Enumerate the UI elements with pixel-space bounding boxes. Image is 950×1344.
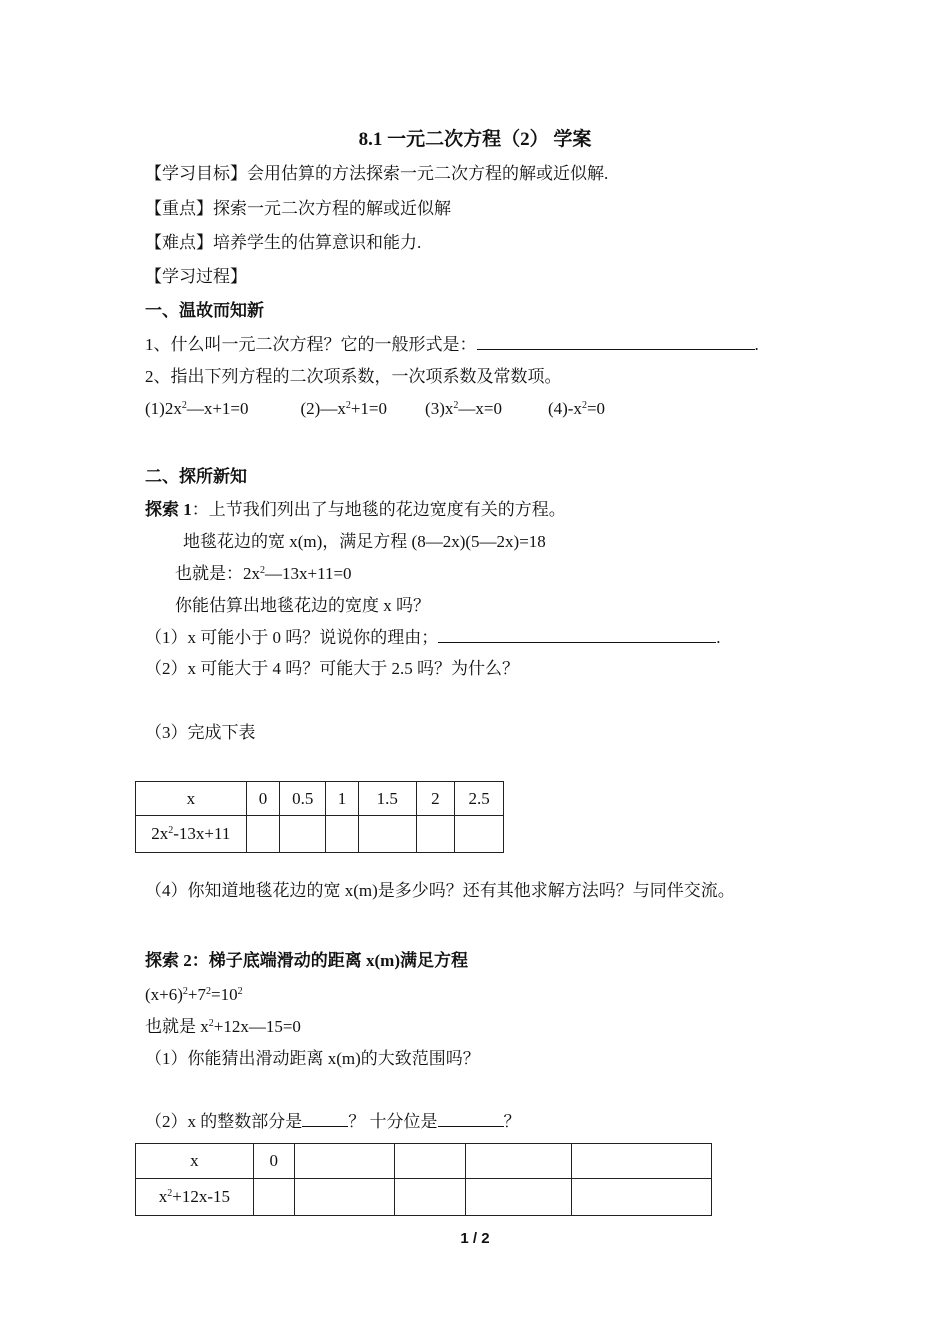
explore1-q2: （2）x 可能大于 4 吗？可能大于 2.5 吗？为什么？ [145, 659, 519, 678]
table-header-cell: 0 [246, 782, 280, 816]
equation-4: $(4)-x^2=0$ [547, 399, 606, 418]
explore1-intro [145, 499, 566, 521]
answer-blank [477, 334, 755, 350]
answer-blank [302, 1111, 348, 1127]
table-header-cell: x [136, 782, 247, 816]
explore1-q4: （4）你知道地毯花边的宽 x(m)是多少吗？还有其他求解方法吗？与同伴交流。 [145, 881, 735, 900]
table-cell-empty[interactable] [571, 1144, 711, 1179]
table-cell-empty[interactable] [326, 816, 359, 853]
table-cell-empty[interactable] [253, 1179, 294, 1216]
key-point-text: 【重点】探索一元二次方程的解或近似解 [145, 199, 451, 218]
explore1-q1: （1）x 可能小于 0 吗？说说你的理由； . [145, 628, 721, 647]
page-title: 8.1 一元二次方程（2） 学案 [358, 129, 592, 150]
review-question-1-text: 1、什么叫一元二次方程？它的一般形式是： [145, 335, 477, 354]
table-row-label: $x^2+12x-15$ [136, 1179, 254, 1216]
table-cell-empty[interactable] [455, 816, 504, 853]
table-cell-empty[interactable] [294, 1144, 395, 1179]
answer-blank [438, 627, 716, 643]
review-question-2: 2、指出下列方程的二次项系数，一次项系数及常数项。 [145, 367, 562, 386]
equation-1: $(1)2x^2—x+1=0$ [145, 399, 249, 418]
table-header-cell: x [136, 1144, 254, 1179]
table-cell-empty[interactable] [358, 816, 416, 853]
page-number: 1 / 2 [460, 1230, 490, 1247]
table-cell-empty[interactable] [571, 1179, 711, 1216]
explore2-heading: 探索 2：梯子底端滑动的距离 x(m)满足方程 [145, 951, 468, 970]
review-question-1 [145, 334, 759, 356]
carpet-equation-simplified: 也就是：$2x^2—13x+11=0$ [175, 564, 352, 583]
table-header-cell: 0 [253, 1144, 294, 1179]
explore1-text: ：上节我们列出了与地毯的花边宽度有关的方程。 [191, 500, 566, 519]
explore1-q3: （3）完成下表 [145, 723, 256, 742]
table-header-cell: 0.5 [280, 782, 326, 816]
table-cell-empty[interactable] [246, 816, 280, 853]
equation-list [145, 398, 605, 420]
table-header-cell: 1 [326, 782, 359, 816]
table-cell-empty[interactable] [465, 1179, 571, 1216]
table-cell-empty[interactable] [416, 816, 455, 853]
answer-blank [438, 1111, 504, 1127]
explore1-label: 探索 1 [145, 500, 192, 519]
equation-2: $(2)—x^2+1=0$ [300, 399, 388, 418]
table-cell-empty[interactable] [395, 1144, 466, 1179]
period: . [754, 335, 759, 354]
estimation-table-2 [135, 1143, 712, 1216]
carpet-question: 你能估算出地毯花边的宽度 x 吗？ [175, 596, 430, 615]
objective-text: 【学习目标】会用估算的方法探索一元二次方程的解或近似解. [145, 164, 609, 183]
equation-3: $(3)x^2—x=0$ [425, 399, 502, 418]
table-header-cell: 2.5 [455, 782, 504, 816]
table-cell-empty[interactable] [465, 1144, 571, 1179]
table-cell-empty[interactable] [294, 1179, 395, 1216]
ladder-equation-simplified: 也就是 $x^2+12x—15=0$ [145, 1017, 301, 1036]
process-heading: 【学习过程】 [145, 267, 247, 286]
section2-heading: 二、探所新知 [145, 467, 247, 486]
table-header-cell: 2 [416, 782, 455, 816]
table-cell-empty[interactable] [395, 1179, 466, 1216]
section1-heading: 一、温故而知新 [145, 301, 264, 320]
explore2-q1: （1）你能猜出滑动距离 x(m)的大致范围吗？ [145, 1049, 480, 1068]
difficulty-text: 【难点】培养学生的估算意识和能力. [145, 233, 422, 252]
table-row-label: $2x^2-13x+11$ [136, 816, 247, 853]
estimation-table-1 [135, 781, 504, 853]
table-cell-empty[interactable] [280, 816, 326, 853]
ladder-equation: $(x+6)^2+7^2=10^2$ [145, 985, 243, 1004]
carpet-equation: 地毯花边的宽 x(m)，满足方程 (8—2x)(5—2x)=18 [183, 532, 546, 551]
table-header-cell: 1.5 [358, 782, 416, 816]
explore2-q2: （2）x 的整数部分是 ？ 十分位是 ？ [145, 1112, 521, 1131]
